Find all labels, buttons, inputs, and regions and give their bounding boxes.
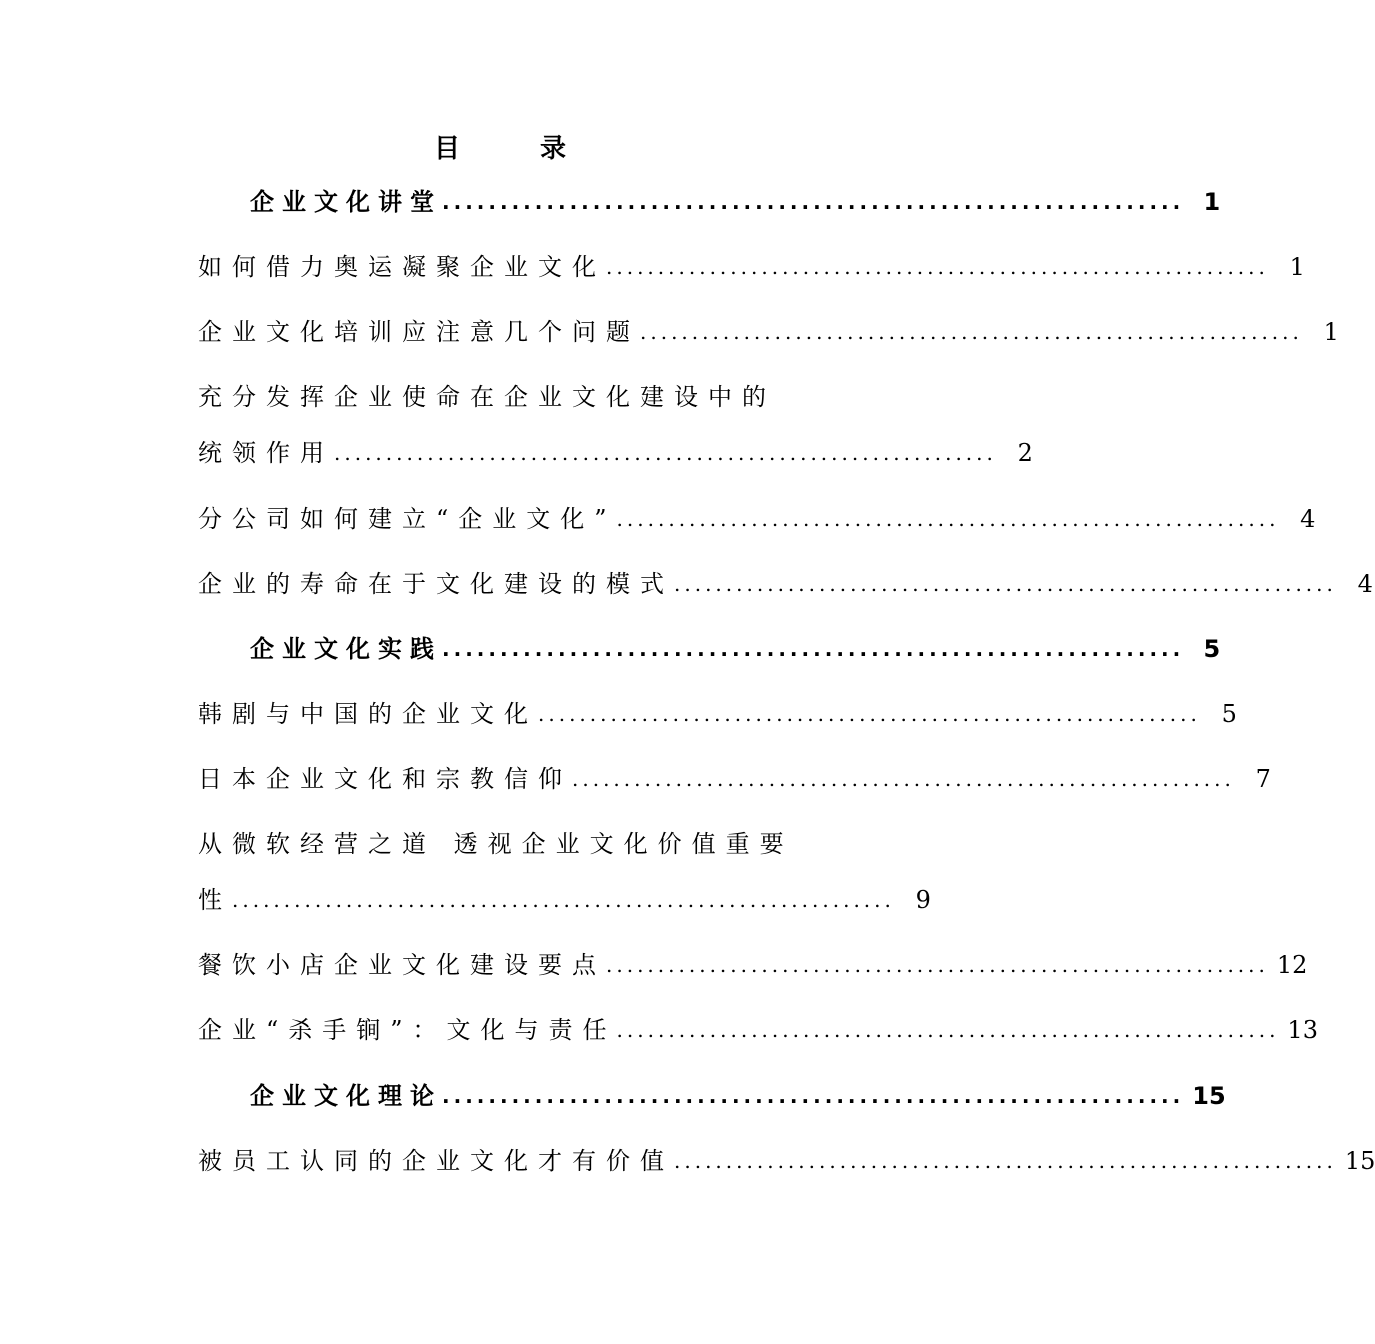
toc-page-number: 15 [1344,1147,1375,1175]
toc-entry[interactable] [198,315,1339,349]
toc-page-number: 12 [1276,951,1308,979]
toc-entry-text: 韩剧与中国的企业文化 [198,700,538,728]
toc-page-number: 7 [1255,765,1271,793]
toc-page-number: 5 [1221,700,1237,728]
toc-page-number: 4 [1300,505,1316,533]
toc-entry[interactable] [198,502,1316,536]
toc-page-number: 4 [1357,570,1373,598]
toc-leader-dots: ................................................................ [442,1084,1185,1108]
toc-entry-text-line1[interactable]: 充分发挥企业使命在企业文化建设中的 [198,383,776,411]
toc-leader-dots: ................................................................ [442,190,1185,214]
toc-leader-dots: ................................................................ [616,1018,1280,1042]
toc-leader-dots: ................................................................ [606,255,1269,279]
toc-entry[interactable] [198,948,1308,982]
toc-entry-text: 企业文化理论 [250,1082,442,1110]
toc-entry[interactable] [198,1013,1318,1047]
toc-page-number: 1 [1203,188,1221,216]
toc-entry[interactable] [198,883,931,917]
toc-entry[interactable] [198,1144,1375,1178]
toc-page-number: 1 [1289,253,1305,281]
toc-leader-dots: ................................................................ [674,1149,1337,1173]
toc-entry[interactable] [198,250,1305,284]
toc-page-number: 2 [1017,439,1033,467]
toc-page-number: 13 [1287,1016,1318,1044]
toc-entry[interactable] [198,762,1271,796]
toc-entry-text: 统领作用 [198,439,334,467]
title-char-2: 录 [540,134,567,164]
toc-page-number: 1 [1323,318,1339,346]
toc-leader-dots: ................................................................ [538,702,1201,726]
toc-entry[interactable] [198,436,1033,470]
toc-leader-dots: ................................................................ [334,441,997,465]
toc-page-number: 15 [1192,1082,1226,1110]
toc-entry-text: 被员工认同的企业文化才有价值 [198,1147,674,1175]
toc-leader-dots: ................................................................ [442,637,1185,661]
toc-entry-text: 性 [198,886,232,914]
toc-entry-text: 企业“杀手锏”：文化与责任 [198,1016,617,1044]
toc-section-heading[interactable] [250,632,1221,666]
toc-entry-text: 企业文化培训应注意几个问题 [198,318,640,346]
toc-entry[interactable] [198,697,1237,731]
toc-entry-text: 如何借力奥运凝聚企业文化 [198,253,606,281]
toc-entry-text: 企业文化讲堂 [250,188,442,216]
toc-entry-text: 日本企业文化和宗教信仰 [198,765,572,793]
toc-leader-dots: ................................................................ [674,572,1337,596]
toc-entry-text: 分公司如何建立“企业文化” [198,505,617,533]
toc-leader-dots: ................................................................ [606,953,1269,977]
toc-section-heading[interactable] [250,1079,1226,1113]
toc-leader-dots: ................................................................ [572,767,1235,791]
title-char-1: 目 [434,134,461,164]
toc-leader-dots: ................................................................ [616,507,1280,531]
toc-leader-dots: ................................................................ [640,320,1303,344]
toc-entry-text: 企业文化实践 [250,635,442,663]
toc-entry[interactable] [198,567,1373,601]
toc-page-number: 9 [915,886,931,914]
toc-entry-text: 餐饮小店企业文化建设要点 [198,951,606,979]
toc-entry-text: 企业的寿命在于文化建设的模式 [198,570,674,598]
toc-entry-text-line1[interactable]: 从微软经营之道 透视企业文化价值重要 [198,830,794,858]
toc-section-heading[interactable] [250,185,1221,219]
toc-leader-dots: ................................................................ [232,888,895,912]
toc-page-number: 5 [1203,635,1221,663]
